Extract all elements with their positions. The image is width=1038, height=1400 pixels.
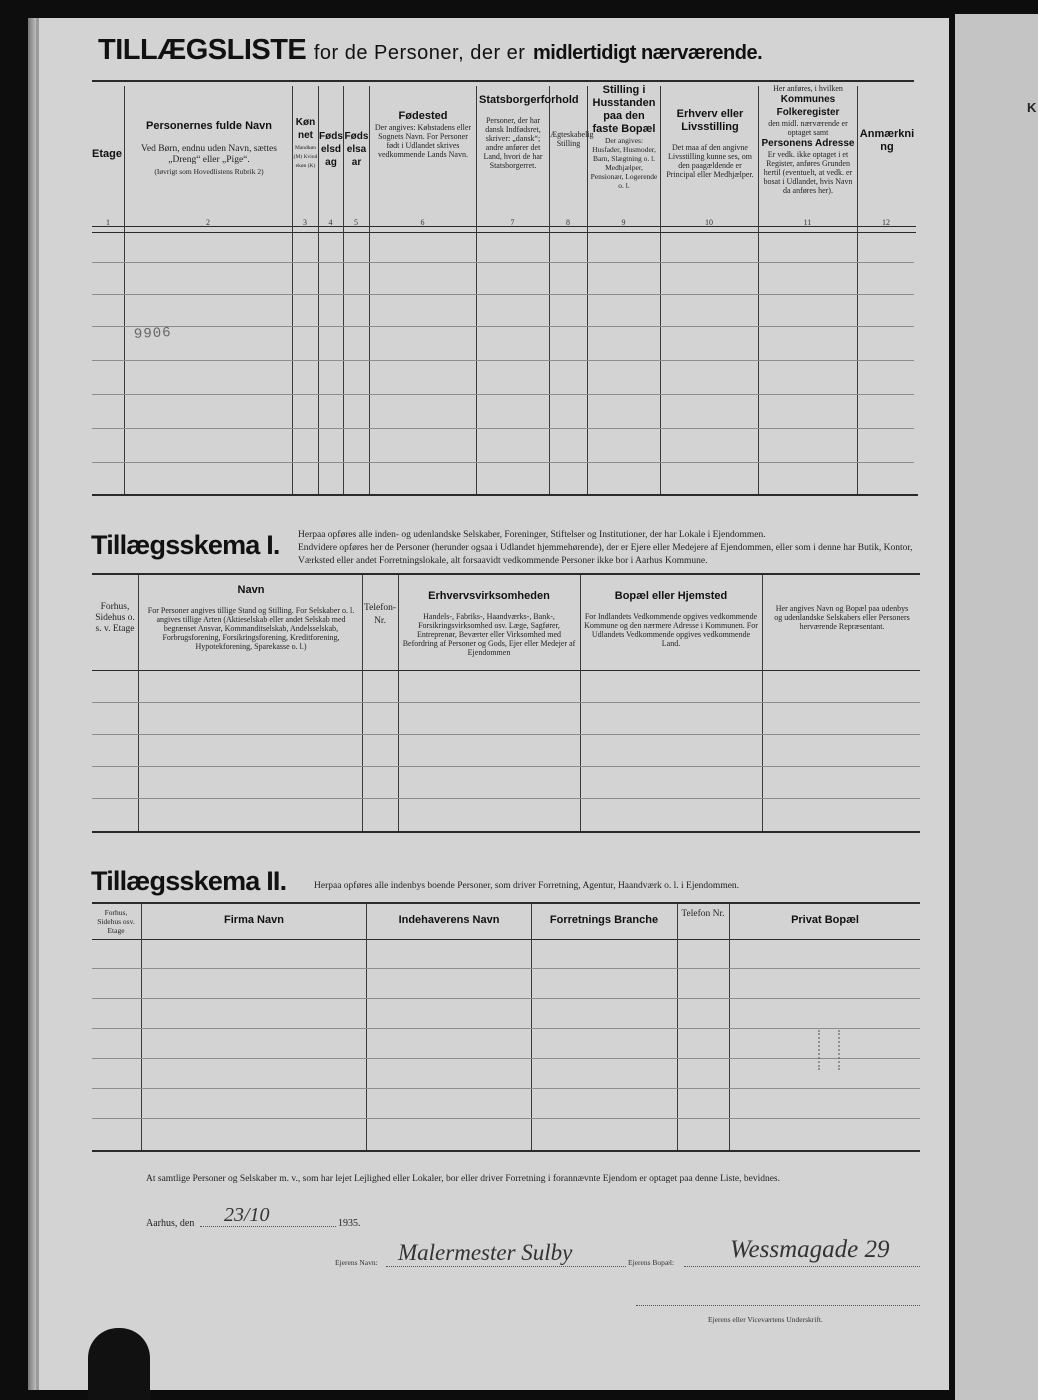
col-header-register-sub: Er vedk. ikke optaget i et Register, anføres Grunden hertil (eventuelt, at vedk. er bosat i Udlandet, hvis Navn da anføres her). [763, 150, 853, 195]
owner-address-handwritten: Wessmagade 29 [730, 1236, 890, 1263]
col-header-name-sub2: (Iøvrigt som Hovedlistens Rubrik 2) [154, 167, 264, 176]
skema-1-note-1: Herpaa opføres alle inden- og udenlandske Selskaber, Foreninger, Stiftelser og Institutioner, der har Lokale i Ejendommen. [298, 530, 766, 540]
col-header-marital: Ægteskabelig Stilling [550, 130, 594, 148]
col-header-register-pre: Her anføres, i hvilken [773, 84, 843, 93]
date-handwritten: 23/10 [224, 1204, 270, 1226]
binding-spine [28, 18, 36, 1390]
col-header-name: Personernes fulde Navn [146, 120, 272, 132]
title-bold: TILLÆGSLISTE [98, 34, 307, 66]
skema-1-col-repr: Her angives Navn og Bopæl paa udenbys og udenlandske Selskabers eller Personers herværende Repræsentant. [774, 604, 910, 631]
skema-1-title: Tillægsskema I. [91, 530, 280, 560]
col-header-register: Kommunes Folkeregister [776, 94, 840, 118]
title-rest: for de Personer, der er [313, 42, 526, 64]
col-num-6: 6 [420, 218, 425, 227]
binding-clip [88, 1328, 150, 1400]
col-num-2: 2 [206, 218, 210, 227]
skema-2-col-etage: Forhus, Sidehus osv. Etage [97, 908, 135, 935]
skema-2-col-bopael: Privat Bopæl [791, 914, 859, 926]
city-label: Aarhus, den [146, 1218, 195, 1229]
skema-1-col-telefon: Telefon-Nr. [364, 603, 397, 626]
skema-2-col-indehaver: Indehaverens Navn [398, 914, 500, 926]
skema-2-title: Tillægsskema II. [91, 866, 287, 896]
col-num-1: 1 [106, 218, 110, 227]
skema-1-col-erhverv-sub: Handels-, Fabriks-, Haandværks-, Bank-, Forsikringsvirksomhed osv. Læge, Sagfører, Entreprenør, Beværter eller Virksomhed med Befordring af Personer og Gods, Ejer eller Medejer af Ejendommen [402, 612, 576, 657]
col-num-7: 7 [510, 218, 515, 227]
col-num-11: 11 [803, 218, 812, 227]
skema-1-col-bopael: Bopæl eller Hjemsted [614, 590, 728, 602]
signature-label: Ejerens eller Viceværtens Underskrift. [708, 1315, 823, 1324]
adjacent-page [955, 14, 1038, 1400]
declaration-text: At samtlige Personer og Selskaber m. v., som har lejet Lejlighed eller Lokaler, bor eller driver Forretning i forannævnte Ejendom er optaget paa denne Liste, bevidnes. [146, 1174, 780, 1184]
year-label: 1935. [338, 1218, 361, 1229]
skema-1-col-navn-sub: For Personer angives tillige Stand og Stilling. For Selskaber o. l. angives tillige Arten (Aktieselskab eller andet Selskab med begrænset Ansvar, Kommanditselskab, Andelsselskab, Forbrugsforening, Forsikringsforening, Kreditforening, Hypotekforening, Sparekasse o. l.) [147, 606, 355, 651]
col-header-birthday: Fødselsdag [319, 131, 343, 168]
skema-1-col-navn: Navn [237, 584, 265, 596]
col-header-household-sub: Der angives: Husfader, Husmoder, Barn, Slægtning o. l. Medhjælper, Pensionær, Logerende o. l. [590, 136, 658, 190]
skema-2-col-telefon: Telefon Nr. [681, 909, 725, 919]
col-header-etage: Etage [92, 148, 122, 160]
col-num-5: 5 [354, 218, 358, 227]
ink-marks [818, 1030, 840, 1070]
skema-1-note-2: Endvidere opføres her de Personer (herunder ogsaa i Udlandet hjemmehørende), der er Ejere eller Medejere af Ejendommen, eller som i denne har Butik, Kontor, Værksted eller andet Forretningslokale, alt forsaavidt vedkommende Personer ikke bor i Aarhus Kommune. [298, 543, 913, 566]
skema-1-col-etage: Forhus, Sidehus o. s. v. Etage [95, 602, 135, 634]
faint-stamp: 9906 [133, 325, 173, 343]
col-header-name-sub: Ved Børn, endnu uden Navn, sættes „Dreng“ eller „Pige“. [141, 144, 277, 165]
skema-2-col-firma: Firma Navn [224, 914, 284, 926]
col-num-8: 8 [566, 218, 570, 227]
col-header-gender: Kønnet [295, 117, 316, 141]
title-end: midlertidigt nærværende. [533, 42, 763, 64]
adjacent-page-letter: K [1027, 100, 1037, 115]
col-header-occupation: Erhverv eller Livsstilling [676, 108, 744, 133]
owner-address-label: Ejerens Bopæl: [628, 1258, 675, 1267]
col-num-9: 9 [621, 218, 626, 227]
col-header-birthyear: Fødselsaar [344, 131, 369, 168]
owner-name-label: Ejerens Navn: [335, 1258, 378, 1267]
col-header-remarks: Anmærkning [859, 128, 915, 153]
col-header-occupation-sub: Det maa af den angivne Livsstilling kunne ses, om den paagældende er Principal eller Medhjælper. [666, 143, 754, 179]
col-num-10: 10 [705, 218, 713, 227]
skema-2-col-branche: Forretnings Branche [549, 914, 659, 926]
col-header-address: Personens Adresse [761, 138, 855, 149]
skema-1-col-erhverv: Erhvervsvirksomheden [428, 590, 550, 602]
col-header-citizenship-sub: Personer, der har dansk Indfødsret, skriver: „dansk“; andre anfører det Land, hvori de har Statsborgerret. [483, 116, 543, 170]
col-num-12: 12 [882, 218, 890, 227]
col-num-4: 4 [328, 218, 333, 227]
col-header-gender-sub: Mandkøn (M) Kvindekøn (K) [293, 145, 318, 169]
col-num-3: 3 [303, 218, 307, 227]
skema-1-col-bopael-sub: For Indlandets Vedkommende opgives vedkommende Kommune og den nærmere Adresse i Kommunen. For Udlandets Vedkommende opgives vedkommende Land. [584, 612, 758, 648]
page-title [98, 34, 762, 67]
col-header-birthplace-sub: Der angives: Købstadens eller Sognets Navn. For Personer født i Udlandet skrives vedkommende Lands Navn. [374, 123, 472, 159]
owner-name-handwritten: Malermester Sulby [398, 1240, 573, 1265]
skema-2-note: Herpaa opføres alle indenbys boende Personer, som driver Forretning, Agentur, Haandværk o. l. i Ejendommen. [314, 881, 740, 891]
col-header-citizenship: Statsborgerforhold [479, 94, 579, 106]
col-header-household: Stilling i Husstanden paa den faste Bopæl [592, 84, 656, 135]
col-header-birthplace: Fødested [398, 110, 448, 122]
col-header-register-mid: den midl. nærværende er optaget samt [768, 119, 848, 137]
